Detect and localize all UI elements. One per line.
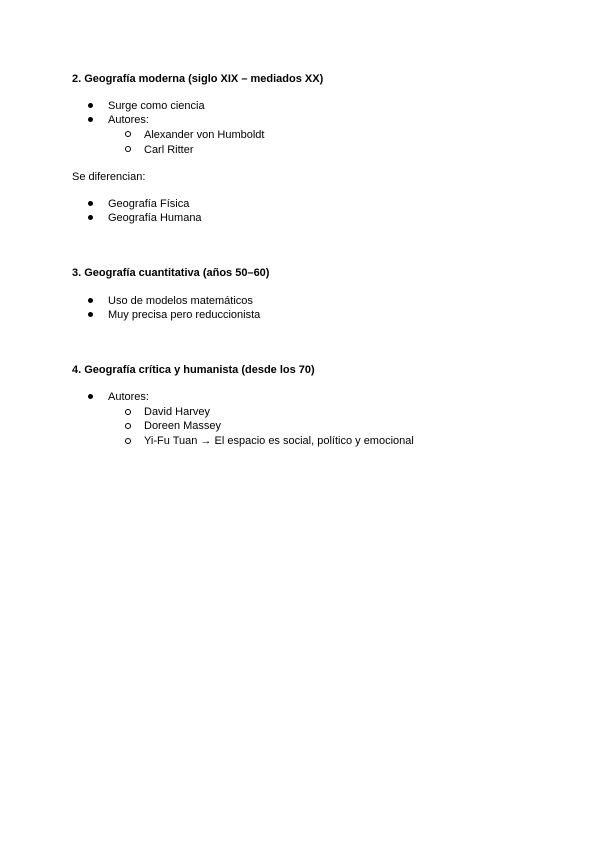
circle-bullet-icon [125, 146, 131, 152]
disc-bullet-icon [88, 394, 93, 399]
list-item: Surge como ciencia [108, 100, 205, 112]
list-item: Geografía Física [108, 198, 190, 210]
sub-list-item: David Harvey [144, 406, 211, 418]
circle-bullet-icon [125, 409, 131, 415]
disc-bullet-icon [88, 103, 93, 108]
disc-bullet-icon [88, 312, 93, 317]
sub-list-item: Carl Ritter [144, 144, 194, 156]
circle-bullet-icon [125, 438, 131, 444]
section-heading-geografia-cuantitativa: 3. Geografía cuantitativa (años 50–60) [72, 267, 270, 279]
list-item: Autores: [108, 114, 149, 126]
disc-bullet-icon [88, 117, 93, 122]
list-item: Muy precisa pero reduccionista [108, 309, 261, 321]
disc-bullet-icon [88, 298, 93, 303]
circle-bullet-icon [125, 131, 131, 137]
circle-bullet-icon [125, 423, 131, 429]
list-item: Autores: [108, 391, 149, 403]
disc-bullet-icon [88, 215, 93, 220]
paragraph: Se diferencian: [72, 171, 146, 183]
section-heading-geografia-critica: 4. Geografía crítica y humanista (desde los 70) [72, 364, 315, 376]
sub-list-item: Alexander von Humboldt [144, 129, 265, 141]
sub-list-item: Doreen Massey [144, 420, 222, 432]
section-heading-geografia-moderna: 2. Geografía moderna (siglo XIX – mediados XX) [72, 73, 324, 85]
disc-bullet-icon [88, 201, 93, 206]
list-item: Uso de modelos matemáticos [108, 295, 253, 307]
sub-list-item: Yi-Fu Tuan → El espacio es social, político y emocional [144, 435, 414, 447]
list-item: Geografía Humana [108, 212, 202, 224]
